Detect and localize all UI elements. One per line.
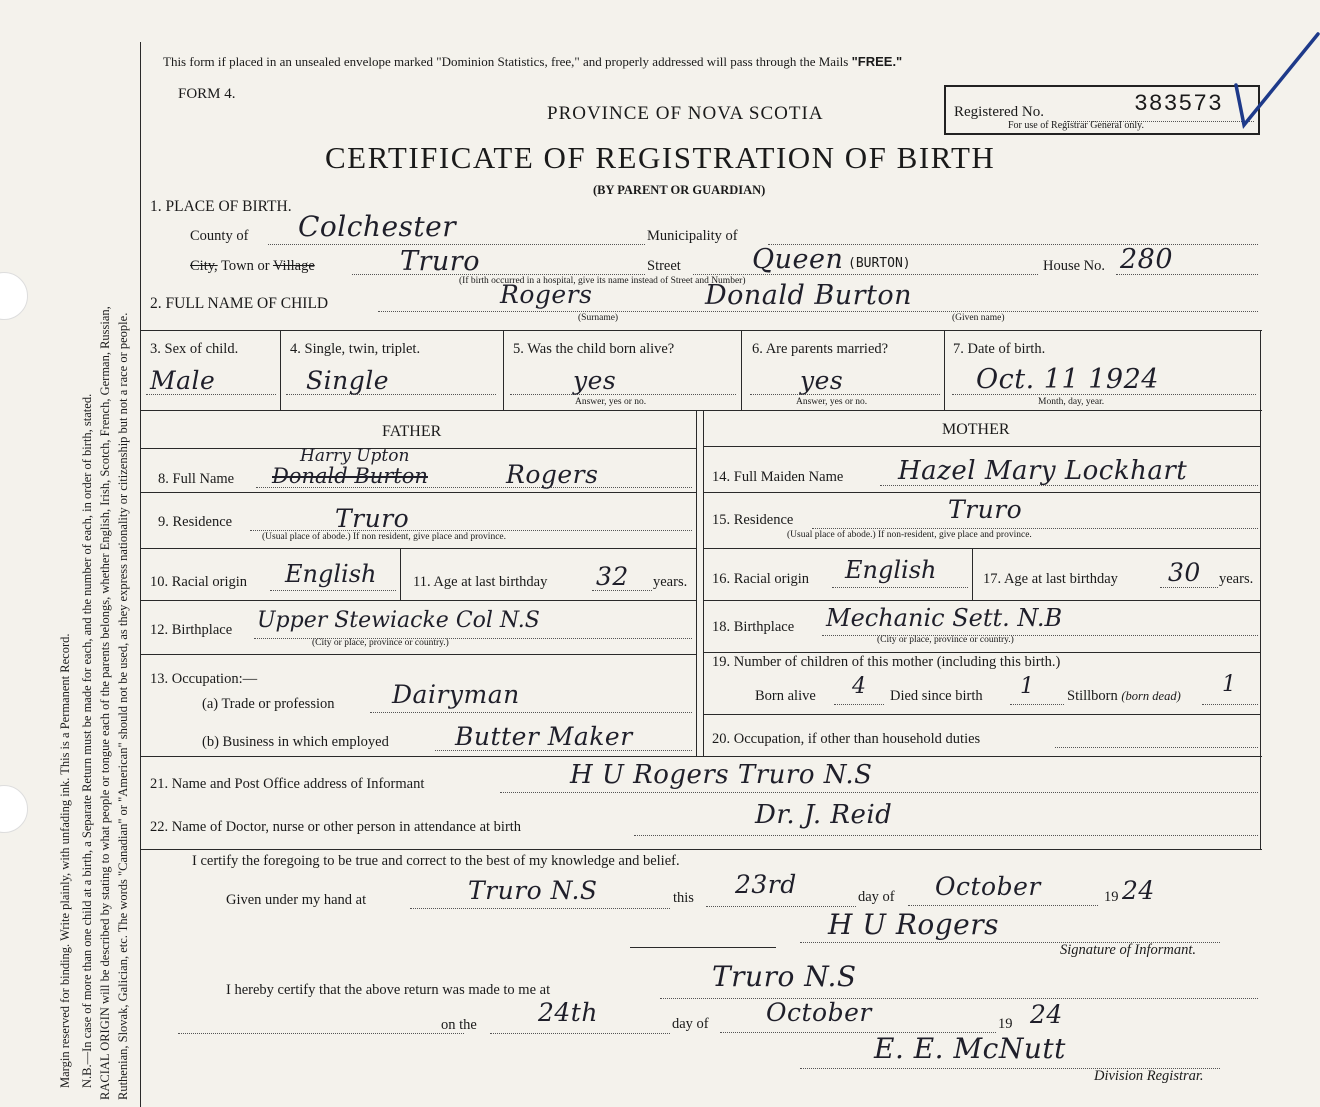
- mother-residence-value: Truro: [948, 495, 1023, 524]
- county-value: Colchester: [298, 210, 457, 243]
- cert-day-value: 23rd: [735, 870, 797, 899]
- margin-note-3: RACIAL ORIGIN will be described by stating to what people or tongue each of the parents belongs, whether English, Irish, Scotch, French, German, Russian,: [98, 306, 112, 1100]
- father-residence-caption: (Usual place of abode.) If non resident, give place and province.: [262, 532, 506, 542]
- child-surname-caption: (Surname): [578, 313, 619, 323]
- this-label: this: [673, 890, 694, 906]
- mother-birthplace-caption: (City or place, province or country.): [877, 635, 1014, 645]
- father-name-label: 8. Full Name: [158, 471, 235, 487]
- cert-day-of-label: day of: [858, 889, 895, 905]
- father-business-label: (b) Business in which employed: [202, 734, 389, 750]
- mother-name-value: Hazel Mary Lockhart: [898, 456, 1188, 486]
- died-since-birth-value: 1: [1020, 674, 1035, 699]
- mother-children-label: 19. Number of children of this mother (including this birth.): [712, 654, 1061, 670]
- province-heading: PROVINCE OF NOVA SCOTIA: [547, 103, 824, 124]
- plurality-label: 4. Single, twin, triplet.: [290, 341, 421, 357]
- house-number-value: 280: [1120, 244, 1174, 275]
- registered-number: 383573: [1134, 91, 1223, 117]
- father-trade-value: Dairyman: [392, 680, 520, 709]
- town-value: Truro: [400, 246, 480, 277]
- on-the-label: on the: [441, 1017, 477, 1033]
- cert-month-value: October: [935, 872, 1041, 901]
- father-name-surname: Rogers: [506, 460, 599, 489]
- date-of-birth-label: 7. Date of birth.: [953, 341, 1046, 357]
- mother-birthplace-label: 18. Birthplace: [712, 619, 795, 635]
- form-number: FORM 4.: [178, 86, 236, 102]
- registrar-day-of-label: day of: [672, 1016, 709, 1032]
- street-value: Queen: [752, 244, 844, 275]
- registrar-month-value: October: [766, 998, 872, 1027]
- mother-racial-value: English: [845, 556, 937, 584]
- born-alive-label: 5. Was the child born alive?: [513, 341, 675, 357]
- parents-married-label: 6. Are parents married?: [752, 341, 889, 357]
- municipality-label: Municipality of: [647, 228, 738, 244]
- hospital-note: (If birth occurred in a hospital, give its name instead of Street and Number): [459, 276, 746, 286]
- father-birthplace-label: 12. Birthplace: [150, 622, 233, 638]
- mother-racial-label: 16. Racial origin: [712, 571, 810, 587]
- father-occupation-label: 13. Occupation:—: [150, 671, 258, 687]
- house-number-label: House No.: [1043, 258, 1106, 274]
- born-alive-count-label: Born alive: [755, 688, 816, 704]
- born-alive-count-value: 4: [852, 674, 867, 699]
- place-of-birth-label: 1. PLACE OF BIRTH.: [150, 198, 292, 215]
- sex-value: Male: [150, 366, 216, 395]
- cert-year-value: 24: [1122, 876, 1155, 905]
- stillborn-value: 1: [1222, 672, 1237, 697]
- margin-note-1: Margin reserved for binding. Write plainly, with unfading ink. This is a Permanent Record.: [58, 633, 72, 1088]
- registrar-caption: Division Registrar.: [1094, 1068, 1204, 1084]
- doctor-value: Dr. J. Reid: [755, 800, 893, 830]
- registrar-place-value: Truro N.S: [712, 960, 857, 993]
- parents-married-value: yes: [800, 366, 844, 395]
- mother-age-label: 17. Age at last birthday: [983, 571, 1118, 587]
- given-place-value: Truro N.S: [468, 876, 598, 905]
- cert-year-prefix: 19: [1104, 889, 1119, 905]
- father-name-inserted: Harry Upton: [300, 446, 410, 466]
- informant-label: 21. Name and Post Office address of Informant: [150, 776, 425, 792]
- county-label: County of: [190, 228, 249, 244]
- registrar-signature: E. E. McNutt: [874, 1032, 1066, 1065]
- street-label: Street: [647, 258, 681, 274]
- father-birthplace-caption: (City or place, province or country.): [312, 638, 449, 648]
- registered-box: [944, 85, 1260, 135]
- stillborn-label: Stillborn (born dead): [1067, 688, 1181, 704]
- certificate-subtitle: (BY PARENT OR GUARDIAN): [593, 183, 766, 197]
- died-since-birth-label: Died since birth: [890, 688, 983, 704]
- mother-age-value: 30: [1168, 558, 1201, 587]
- mother-occupation-label: 20. Occupation, if other than household duties: [712, 731, 981, 747]
- margin-note-4: Ruthenian, Slovak, Galician, etc. The words "Canadian" or "American" should not be used, as they express nationality or citizenship but not a race or people.: [116, 312, 130, 1100]
- date-of-birth-caption: Month, day, year.: [1038, 397, 1105, 407]
- doctor-label: 22. Name of Doctor, nurse or other person in attendance at birth: [150, 819, 522, 835]
- father-heading: FATHER: [382, 423, 442, 440]
- mother-residence-label: 15. Residence: [712, 512, 794, 528]
- registrar-year-prefix: 19: [998, 1016, 1013, 1032]
- child-given-caption: (Given name): [952, 313, 1005, 323]
- given-under-hand-label: Given under my hand at: [226, 892, 367, 908]
- mother-name-label: 14. Full Maiden Name: [712, 469, 844, 485]
- mother-residence-caption: (Usual place of abode.) If non-resident, give place and province.: [787, 530, 1032, 540]
- father-trade-label: (a) Trade or profession: [202, 696, 335, 712]
- street-extra: (BURTON): [848, 256, 911, 271]
- check-mark-icon: [1228, 30, 1320, 130]
- plurality-value: Single: [306, 366, 390, 395]
- sex-label: 3. Sex of child.: [150, 341, 239, 357]
- city-town-village-label: City, Town or Village: [190, 258, 315, 274]
- father-business-value: Butter Maker: [455, 722, 633, 751]
- form-left-border: [140, 42, 141, 1107]
- father-age-value: 32: [596, 562, 629, 591]
- father-name-struck: Donald Burton: [272, 464, 428, 488]
- father-racial-value: English: [285, 560, 377, 588]
- child-surname-value: Rogers: [500, 280, 593, 309]
- certificate-title: CERTIFICATE OF REGISTRATION OF BIRTH: [325, 140, 996, 175]
- mail-notice: This form if placed in an unsealed envelope marked "Dominion Statistics, free," and properly addressed will pass through the Mails "FREE.": [163, 54, 903, 69]
- registered-note: For use of Registrar General only.: [1008, 120, 1144, 131]
- binding-hole-bottom: [0, 785, 28, 833]
- father-birthplace-value: Upper Stewiacke Col N.S: [257, 608, 540, 633]
- margin-note-2: N.B.—In case of more than one child at a birth, a Separate Return must be made for each, and the number of each, in order of birth, stated.: [80, 393, 94, 1088]
- date-of-birth-value: Oct. 11 1924: [976, 364, 1159, 395]
- registrar-day-value: 24th: [538, 998, 598, 1027]
- certification-statement: I certify the foregoing to be true and correct to the best of my knowledge and belief.: [192, 853, 680, 869]
- child-given-value: Donald Burton: [705, 280, 913, 311]
- registered-label: Registered No.: [954, 104, 1044, 120]
- born-alive-value: yes: [573, 366, 617, 395]
- father-residence-label: 9. Residence: [158, 514, 233, 530]
- parents-married-caption: Answer, yes or no.: [796, 397, 868, 407]
- mother-heading: MOTHER: [942, 421, 1010, 438]
- father-years-label: years.: [653, 574, 688, 590]
- father-age-label: 11. Age at last birthday: [413, 574, 548, 590]
- mother-birthplace-value: Mechanic Sett. N.B: [826, 604, 1063, 632]
- binding-hole-top: [0, 272, 28, 320]
- father-racial-label: 10. Racial origin: [150, 574, 248, 590]
- registrar-year-value: 24: [1030, 1000, 1063, 1029]
- registrar-statement: I hereby certify that the above return was made to me at: [226, 982, 551, 998]
- informant-value: H U Rogers Truro N.S: [570, 760, 873, 790]
- born-alive-caption: Answer, yes or no.: [575, 397, 647, 407]
- child-name-label: 2. FULL NAME OF CHILD: [150, 295, 329, 312]
- informant-signature-caption: Signature of Informant.: [1060, 942, 1197, 958]
- father-residence-value: Truro: [335, 504, 410, 533]
- informant-signature: H U Rogers: [828, 908, 1000, 941]
- mother-years-label: years.: [1219, 571, 1254, 587]
